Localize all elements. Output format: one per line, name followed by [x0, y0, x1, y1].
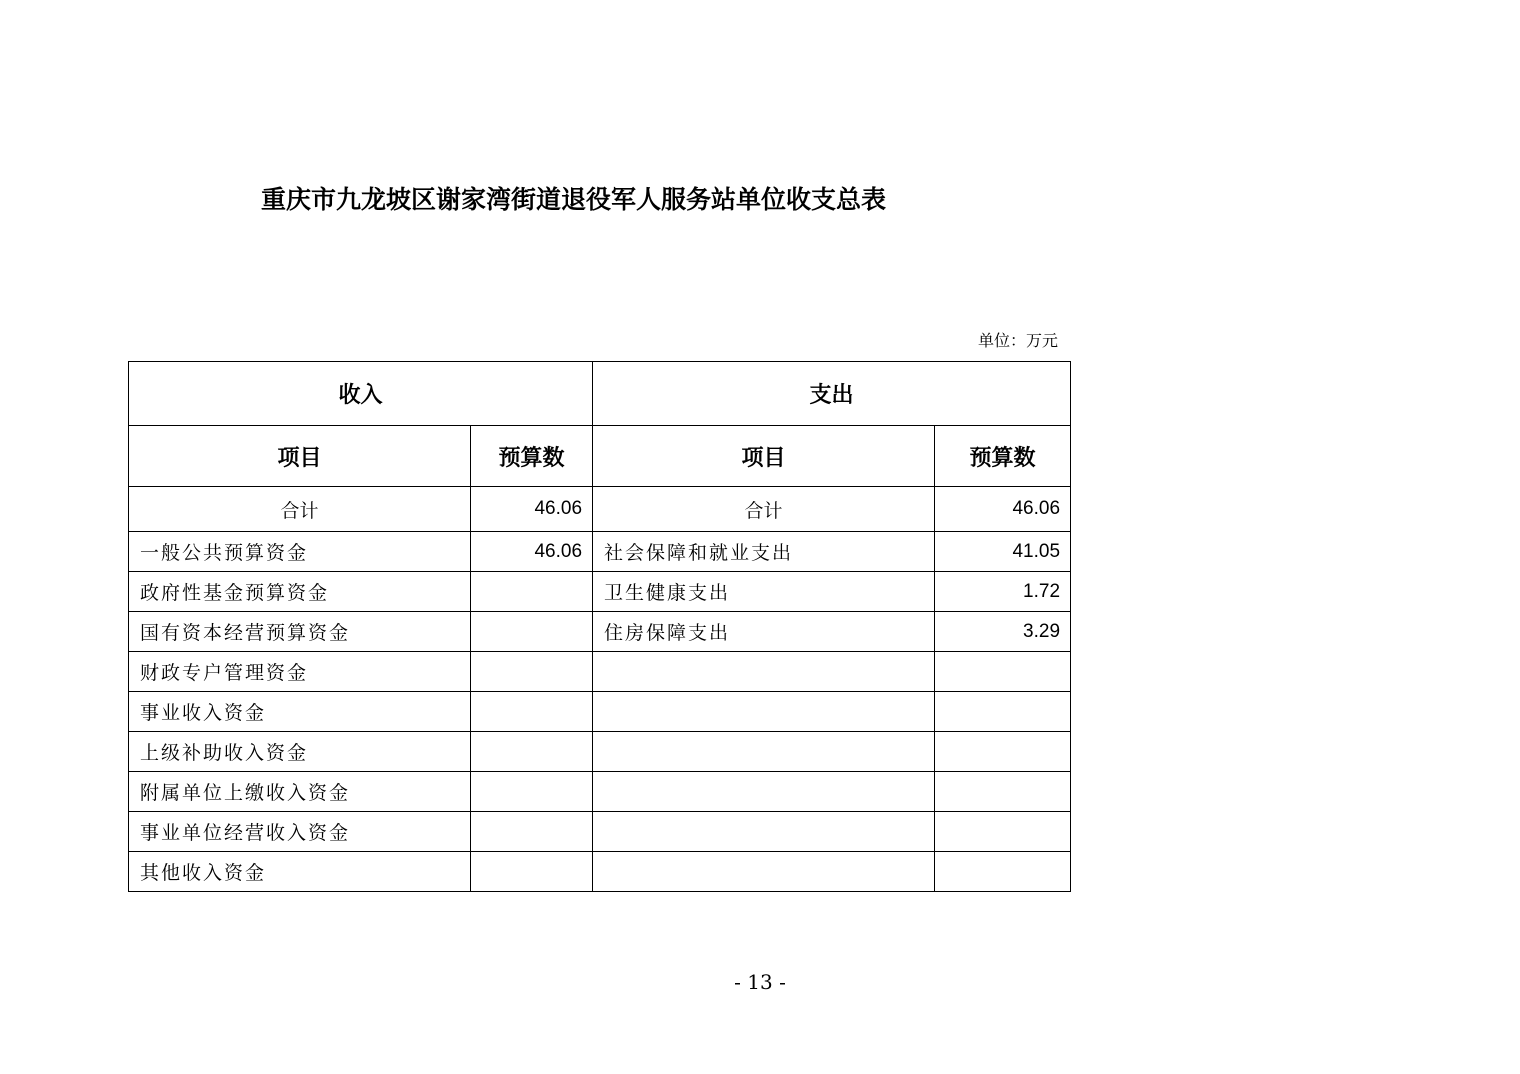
- expense-value: [935, 652, 1071, 692]
- expense-item: [593, 852, 935, 892]
- income-item: 国有资本经营预算资金: [129, 612, 471, 652]
- expense-value: 1.72: [935, 572, 1071, 612]
- column-header-row: [129, 426, 1071, 487]
- income-value: [471, 572, 593, 612]
- expense-item: 社会保障和就业支出: [593, 532, 935, 572]
- expense-budget-header: 预算数: [935, 426, 1071, 487]
- expense-value: [935, 732, 1071, 772]
- income-item: 其他收入资金: [129, 852, 471, 892]
- expense-value: [935, 812, 1071, 852]
- expense-value: 3.29: [935, 612, 1071, 652]
- expense-value: [935, 692, 1071, 732]
- page-title: 重庆市九龙坡区谢家湾街道退役军人服务站单位收支总表: [261, 185, 887, 214]
- income-total-value: 46.06: [471, 487, 593, 532]
- expense-total-label: 合计: [593, 487, 935, 532]
- table-row: [129, 572, 1071, 612]
- expense-total-value: 46.06: [935, 487, 1071, 532]
- budget-summary-table: [128, 361, 1071, 892]
- income-item: 事业单位经营收入资金: [129, 812, 471, 852]
- total-row: [129, 487, 1071, 532]
- income-value: [471, 732, 593, 772]
- table-row: [129, 772, 1071, 812]
- income-item: 一般公共预算资金: [129, 532, 471, 572]
- expense-item: 住房保障支出: [593, 612, 935, 652]
- expense-value: 41.05: [935, 532, 1071, 572]
- income-item: 上级补助收入资金: [129, 732, 471, 772]
- unit-label: 单位：万元: [977, 331, 1058, 350]
- expense-item: 卫生健康支出: [593, 572, 935, 612]
- expense-value: [935, 852, 1071, 892]
- income-value: [471, 652, 593, 692]
- expense-item: [593, 652, 935, 692]
- income-item: 附属单位上缴收入资金: [129, 772, 471, 812]
- table-row: [129, 532, 1071, 572]
- page-number: - 13 -: [734, 970, 786, 994]
- income-value: 46.06: [471, 532, 593, 572]
- table-row: [129, 812, 1071, 852]
- table-row: [129, 692, 1071, 732]
- income-group-header: 收入: [129, 362, 593, 426]
- group-header-row: [129, 362, 1071, 426]
- income-item: 政府性基金预算资金: [129, 572, 471, 612]
- expense-item: [593, 692, 935, 732]
- table-row: [129, 732, 1071, 772]
- table-row: [129, 852, 1071, 892]
- income-value: [471, 772, 593, 812]
- income-item: 事业收入资金: [129, 692, 471, 732]
- income-total-label: 合计: [129, 487, 471, 532]
- expense-group-header: 支出: [593, 362, 1071, 426]
- income-item: 财政专户管理资金: [129, 652, 471, 692]
- expense-item-header: 项目: [593, 426, 935, 487]
- income-value: [471, 612, 593, 652]
- expense-item: [593, 812, 935, 852]
- expense-value: [935, 772, 1071, 812]
- income-item-header: 项目: [129, 426, 471, 487]
- income-value: [471, 692, 593, 732]
- expense-item: [593, 772, 935, 812]
- income-budget-header: 预算数: [471, 426, 593, 487]
- table-row: [129, 652, 1071, 692]
- income-value: [471, 812, 593, 852]
- expense-item: [593, 732, 935, 772]
- income-value: [471, 852, 593, 892]
- table-row: [129, 612, 1071, 652]
- table-body: [129, 362, 1071, 892]
